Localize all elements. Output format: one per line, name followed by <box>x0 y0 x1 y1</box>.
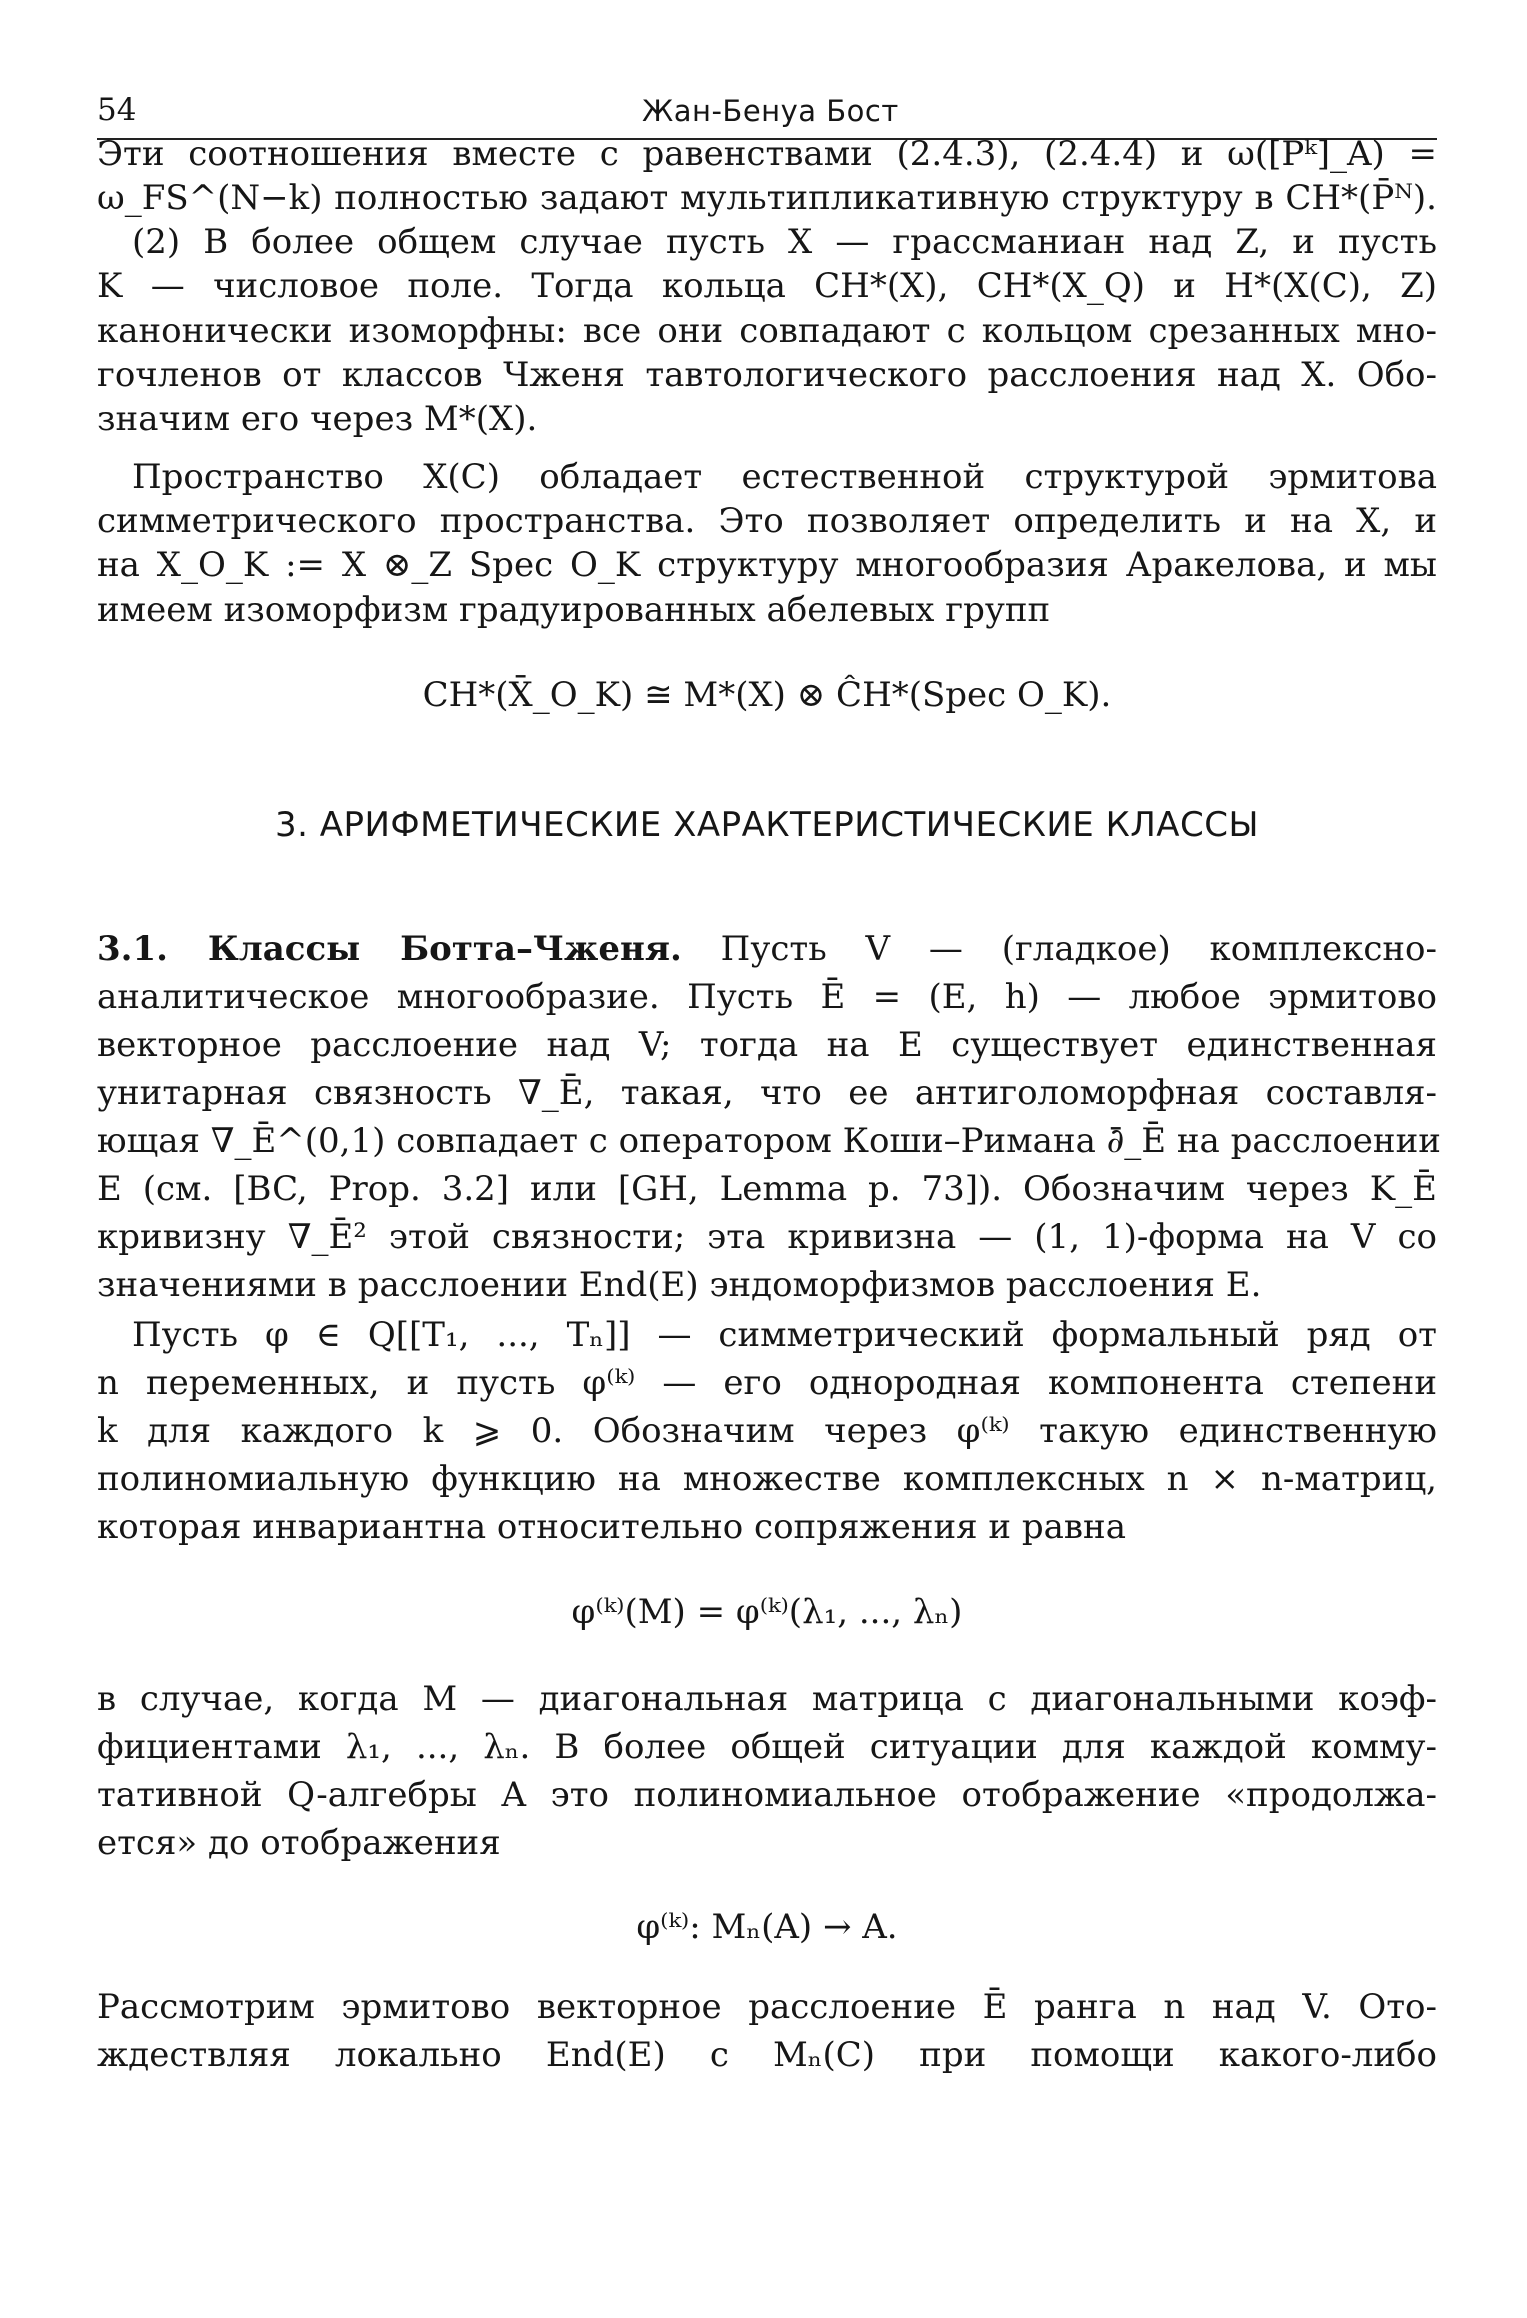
text-line: гочленов от классов Чженя тавтологического расслоения над X. Обо- <box>97 355 1437 395</box>
subsection-title: 3.1. Классы Ботта–Чженя. <box>97 929 682 969</box>
text-line: унитарная связность ∇_Ē, такая, что ее антиголоморфная составля- <box>97 1073 1437 1113</box>
display-formula: φ⁽ᵏ⁾(M) = φ⁽ᵏ⁾(λ₁, ..., λₙ) <box>571 1592 963 1632</box>
text-line: которая инвариантна относительно сопряжения и равна <box>97 1507 1126 1547</box>
text-line: E (см. [BC, Prop. 3.2] или [GH, Lemma p. 73]). Обозначим через K_Ē <box>97 1169 1437 1209</box>
text-line: Рассмотрим эрмитово векторное расслоение Ē ранга n над V. Ото- <box>97 1987 1437 2027</box>
text-line: канонически изоморфны: все они совпадают с кольцом срезанных мно- <box>97 311 1437 351</box>
display-formula: CH*(X̄_O_K) ≅ M*(X) ⊗ ĈH*(Spec O_K). <box>422 675 1112 715</box>
text-line: K — числовое поле. Тогда кольца CH*(X), CH*(X_Q) и H*(X(C), Z) <box>97 266 1437 306</box>
text-line: значим его через M*(X). <box>97 399 538 439</box>
page-number: 54 <box>97 92 137 128</box>
text-line: ется» до отображения <box>97 1823 501 1863</box>
text-line: на X_O_K := X ⊗_Z Spec O_K структуру многообразия Аракелова, и мы <box>97 545 1437 585</box>
text-line: Пусть φ ∈ Q[[T₁, ..., Tₙ]] — симметрический формальный ряд от <box>132 1315 1437 1355</box>
text-line: n переменных, и пусть φ⁽ᵏ⁾ — его однородная компонента степени <box>97 1363 1437 1403</box>
text-line: значениями в расслоении End(E) эндоморфизмов расслоения E. <box>97 1265 1262 1305</box>
text-line: ждествляя локально End(E) с Mₙ(C) при помощи какого-либо <box>97 2035 1437 2075</box>
text-line: Пространство X(C) обладает естественной структурой эрмитова <box>132 457 1437 497</box>
display-formula: φ⁽ᵏ⁾: Mₙ(A) → A. <box>636 1907 898 1947</box>
text-line: векторное расслоение над V; тогда на E существует единственная <box>97 1025 1437 1065</box>
running-title: Жан-Бенуа Бост <box>642 94 899 128</box>
section-heading: 3. АРИФМЕТИЧЕСКИЕ ХАРАКТЕРИСТИЧЕСКИЕ КЛАССЫ <box>274 805 1260 845</box>
text-line: (2) В более общем случае пусть X — грассманиан над Z, и пусть <box>132 222 1437 262</box>
text-line: кривизну ∇_Ē² этой связности; эта кривизна — (1, 1)-форма на V со <box>97 1217 1437 1257</box>
text-line: k для каждого k ⩾ 0. Обозначим через φ⁽ᵏ⁾ такую единственную <box>97 1411 1437 1451</box>
text-line: имеем изоморфизм градуированных абелевых групп <box>97 590 1051 630</box>
text-line: полиномиальную функцию на множестве комплексных n × n-матриц, <box>97 1459 1437 1499</box>
text-line: симметрического пространства. Это позволяет определить и на X, и <box>97 501 1437 541</box>
text-line: аналитическое многообразие. Пусть Ē = (E, h) — любое эрмитово <box>97 977 1437 1017</box>
text-line: тативной Q-алгебры A это полиномиальное отображение «продолжа- <box>97 1775 1437 1815</box>
text-line: ω_FS^(N−k) полностью задают мультипликативную структуру в CH*(P̄ᴺ). <box>97 178 1437 218</box>
text-line <box>97 927 1437 971</box>
subsection-text: Пусть V — (гладкое) комплексно- <box>681 929 1437 969</box>
text-line: в случае, когда M — диагональная матрица с диагональными коэф- <box>97 1679 1437 1719</box>
text-line: ющая ∇_Ē^(0,1) совпадает с оператором Коши–Римана ∂̄_Ē на расслоении <box>97 1121 1441 1161</box>
text-line: фициентами λ₁, ..., λₙ. В более общей ситуации для каждой комму- <box>97 1727 1437 1767</box>
text-line: Эти соотношения вместе с равенствами (2.4.3), (2.4.4) и ω([Pᵏ]_A) = <box>97 134 1437 174</box>
